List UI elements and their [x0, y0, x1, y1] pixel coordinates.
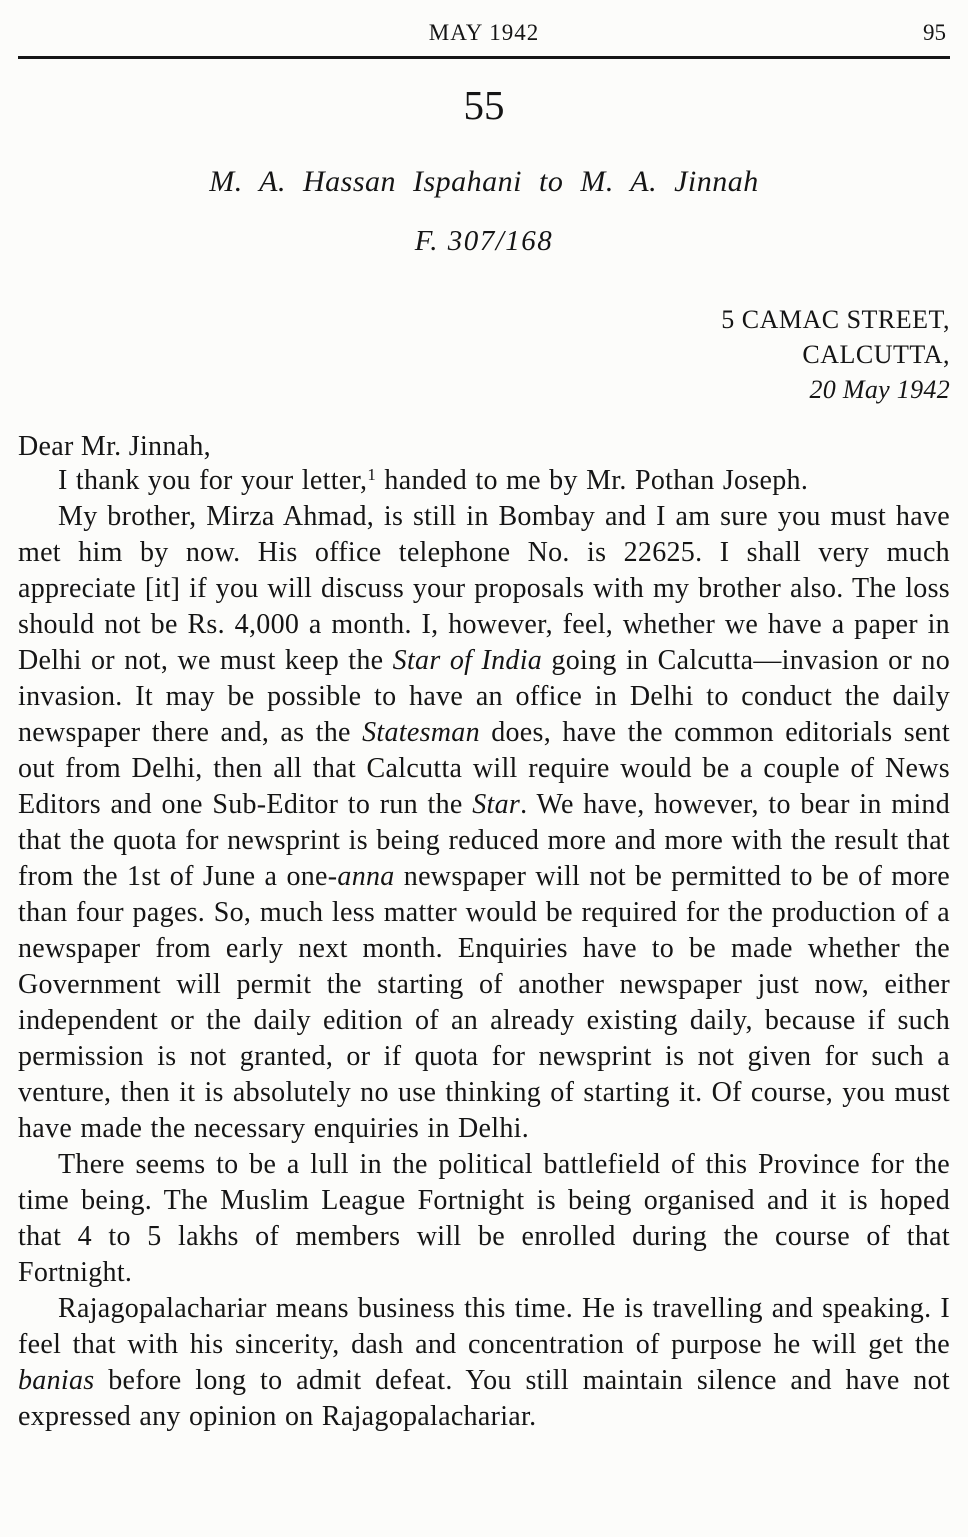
letter-paragraph: [18, 1291, 950, 1435]
body-text: handed to me by Mr. Pothan Joseph.: [376, 465, 809, 496]
body-text: newspaper will not be permitted to be of more than four pages. So, much less matter would be required for the production of a newspaper from early next month. Enquiries have to be made whether the Government will permit the starting of another newspaper just now, either independent or the daily edition of an already existing daily, because if such permission is not granted, or if quota for newsprint is not given for such a venture, then it is absolutely no use thinking of starting it. Of course, you must have made the necessary enquiries in Delhi.: [18, 861, 950, 1144]
letter-paragraph: [18, 1147, 950, 1291]
document-number: 55: [463, 82, 505, 128]
running-header-title: MAY 1942: [428, 20, 540, 45]
header-rule: [18, 56, 950, 59]
body-text: There seems to be a lull in the political battlefield of this Province for the time being. The Muslim League Fortnight is being organised and it is hoped that 4 to 5 lakhs of members will be enrolled during the course of that Fortnight.: [18, 1149, 950, 1288]
body-text: My brother, Mirza Ahmad, is still in Bombay and I am sure you must have met him by now. His office telephone No. is 22625. I shall very much appreciate [it] if you will discuss your proposals with my brother also. The loss should not be Rs. 4,000 a month. I, however, feel, whether we have a paper in Delhi or not, we must keep the: [18, 501, 950, 676]
footnote-marker: 1: [367, 465, 377, 484]
body-text: does, have the common editorials sent out from Delhi, then all that Calcutta will require would be a couple of News Editors and one Sub-Editor to run the: [18, 717, 950, 820]
letter-paragraph: [18, 463, 950, 499]
salutation: Dear Mr. Jinnah,: [18, 431, 211, 462]
page-header: [18, 14, 950, 56]
date-line: 20 May 1942: [809, 375, 950, 404]
address-line-street: 5 CAMAC STREET,: [721, 305, 950, 334]
body-text: going in Calcutta—invasion or no invasion. It may be possible to have an office in Delhi to conduct the daily newspaper there and, as the: [18, 645, 950, 748]
letter-body: [18, 463, 950, 1435]
body-text: before long to admit defeat. You still maintain silence and have not expressed any opinion on Rajagopalachariar.: [18, 1365, 950, 1432]
letter-paragraph: [18, 499, 950, 1147]
italic-text: banias: [18, 1365, 95, 1396]
italic-text: Star: [472, 789, 521, 820]
italic-text: Star of India: [392, 645, 543, 676]
page-number: 95: [923, 20, 946, 45]
address-line-city: CALCUTTA,: [802, 340, 950, 369]
document-reference: F. 307/168: [414, 225, 554, 257]
body-text: . We have, however, to bear in mind that the quota for newsprint is being reduced more and more with the result that from the 1st of June a one-: [18, 789, 950, 892]
italic-text: Statesman: [362, 717, 480, 748]
italic-text: anna: [337, 861, 395, 892]
document-title: M. A. Hassan Ispahani to M. A. Jinnah: [209, 165, 759, 198]
body-text: Rajagopalachariar means business this time. He is travelling and speaking. I feel that with his sincerity, dash and concentration of purpose he will get the: [18, 1293, 950, 1360]
address-block: [18, 302, 950, 407]
body-text: I thank you for your letter,: [58, 465, 368, 496]
